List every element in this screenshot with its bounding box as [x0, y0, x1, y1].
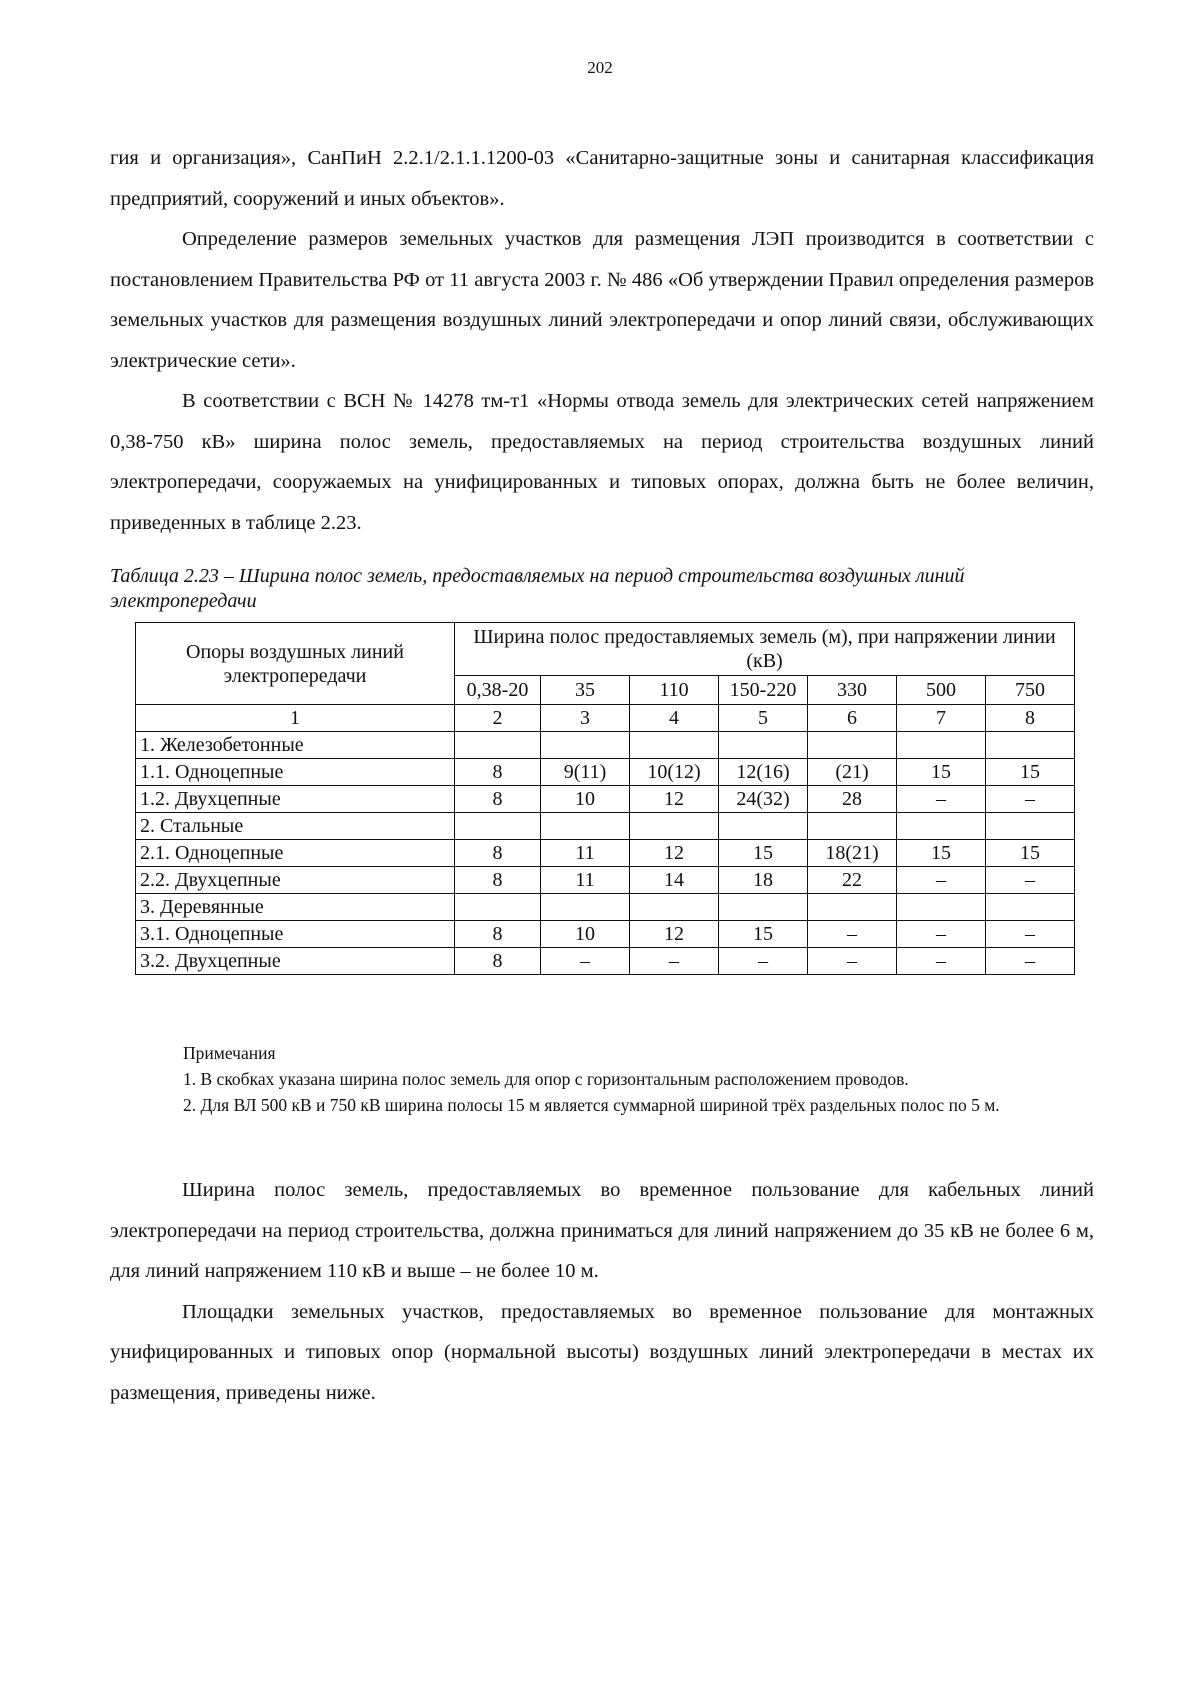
table-cell — [808, 813, 897, 840]
row-label: 3. Деревянные — [136, 894, 455, 921]
table-cell — [630, 813, 719, 840]
header-voltage: 750 — [986, 676, 1075, 705]
land-width-table — [135, 622, 1075, 975]
header-voltage: 330 — [808, 676, 897, 705]
table-row — [136, 948, 1075, 975]
table-cell: 8 — [455, 867, 541, 894]
table-cell: 12 — [630, 921, 719, 948]
table-column-numbers — [136, 705, 1075, 732]
table-cell: 18(21) — [808, 840, 897, 867]
paragraph: Ширина полос земель, предоставляемых во временное пользование для кабельных линий электропередачи на период строительства, должна приниматься для линий напряжением до 35 кВ не более 6 м, для линий напряжением 110 кВ и выше – не более 10 м. — [110, 1179, 1094, 1282]
table-cell: 10(12) — [630, 759, 719, 786]
table-row — [136, 867, 1075, 894]
header-voltage: 35 — [541, 676, 630, 705]
header-voltage: 500 — [897, 676, 986, 705]
header-supports: Опоры воздушных линий электропередачи — [136, 623, 455, 705]
row-label: 2.2. Двухцепные — [136, 867, 455, 894]
column-number: 3 — [541, 705, 630, 732]
table-cell: 12(16) — [719, 759, 808, 786]
table-cell — [630, 732, 719, 759]
table-cell: 14 — [630, 867, 719, 894]
table-cell — [897, 813, 986, 840]
row-label: 1.2. Двухцепные — [136, 786, 455, 813]
column-number: 5 — [719, 705, 808, 732]
table-cell: 11 — [541, 840, 630, 867]
table-cell: 15 — [986, 840, 1075, 867]
table-row — [136, 759, 1075, 786]
table-body — [136, 732, 1075, 975]
table-row — [136, 921, 1075, 948]
table-cell: – — [897, 948, 986, 975]
table-cell: 8 — [455, 840, 541, 867]
table-cell — [897, 732, 986, 759]
table-cell: – — [986, 948, 1075, 975]
table-row — [136, 813, 1075, 840]
paragraph: Определение размеров земельных участков для размещения ЛЭП производится в соответствии с постановлением Правительства РФ от 11 августа 2003 г. № 486 «Об утверждении Правил определения размеров земельных участков для размещения воздушных линий электропередачи и опор линий связи, обслуживающих электрические сети». — [110, 228, 1094, 372]
table-cell: – — [897, 867, 986, 894]
page-number: 202 — [587, 58, 613, 77]
table-cell — [455, 813, 541, 840]
table-cell: 15 — [719, 921, 808, 948]
table-cell: – — [986, 786, 1075, 813]
row-label: 2. Стальные — [136, 813, 455, 840]
paragraph: В соответствии с ВСН № 14278 тм-т1 «Нормы отвода земель для электрических сетей напряжением 0,38-750 кВ» ширина полос земель, предоставляемых на период строительства воздушных линий электропередачи, сооружаемых на унифицированных и типовых опорах, должна быть не более величин, приведенных в таблице 2.23. — [110, 390, 1094, 534]
column-number: 7 — [897, 705, 986, 732]
row-label: 3.2. Двухцепные — [136, 948, 455, 975]
table-header-row — [136, 623, 1075, 676]
header-voltage: 0,38-20 — [455, 676, 541, 705]
table-cell: 22 — [808, 867, 897, 894]
table-cell: – — [986, 867, 1075, 894]
body-text-bottom — [110, 1170, 1094, 1413]
table-cell: 8 — [455, 786, 541, 813]
table-row — [136, 786, 1075, 813]
header-voltage: 110 — [630, 676, 719, 705]
table-cell: – — [719, 948, 808, 975]
table-cell: 18 — [719, 867, 808, 894]
table-cell: 9(11) — [541, 759, 630, 786]
table-cell: 28 — [808, 786, 897, 813]
table-cell — [897, 894, 986, 921]
paragraph: Площадки земельных участков, предоставляемых во временное пользование для монтажных унифицированных и типовых опор (нормальной высоты) воздушных линий электропередачи в местах их размещения, приведены ниже. — [110, 1300, 1094, 1404]
paragraph: гия и организация», СанПиН 2.2.1/2.1.1.1200-03 «Санитарно-защитные зоны и санитарная классификация предприятий, сооружений и иных объектов». — [110, 147, 1094, 210]
column-number: 8 — [986, 705, 1075, 732]
table-cell — [986, 732, 1075, 759]
table-cell: 12 — [630, 786, 719, 813]
table-cell — [719, 813, 808, 840]
table-cell — [986, 894, 1075, 921]
note-item: 2. Для ВЛ 500 кВ и 750 кВ ширина полосы 15 м является суммарной шириной трёх раздельных полос по 5 м. — [183, 1095, 1000, 1115]
table-cell: (21) — [808, 759, 897, 786]
column-number: 4 — [630, 705, 719, 732]
column-number: 1 — [136, 705, 455, 732]
table-cell: 15 — [719, 840, 808, 867]
table-cell: 12 — [630, 840, 719, 867]
row-label: 2.1. Одноцепные — [136, 840, 455, 867]
table-row — [136, 894, 1075, 921]
table-cell — [719, 732, 808, 759]
table-cell: 15 — [897, 840, 986, 867]
table-cell: 15 — [986, 759, 1075, 786]
table-cell: – — [986, 921, 1075, 948]
header-voltage: 150-220 — [719, 676, 808, 705]
body-text-top — [110, 138, 1094, 543]
table-cell: 8 — [455, 921, 541, 948]
table-cell: 10 — [541, 921, 630, 948]
table-cell — [719, 894, 808, 921]
table-cell: 24(32) — [719, 786, 808, 813]
table-cell: – — [541, 948, 630, 975]
table-cell: 8 — [455, 948, 541, 975]
table-cell — [541, 813, 630, 840]
table-cell — [808, 894, 897, 921]
table-cell — [455, 894, 541, 921]
row-label: 3.1. Одноцепные — [136, 921, 455, 948]
table-notes — [110, 1040, 1100, 1118]
table-cell — [630, 894, 719, 921]
column-number: 6 — [808, 705, 897, 732]
table-cell: 11 — [541, 867, 630, 894]
note-item: 1. В скобках указана ширина полос земель для опор с горизонтальным расположением проводов. — [183, 1069, 909, 1089]
table-cell — [455, 732, 541, 759]
table-cell — [808, 732, 897, 759]
table-cell: 10 — [541, 786, 630, 813]
table-cell — [986, 813, 1075, 840]
table-cell: – — [630, 948, 719, 975]
table-cell: 15 — [897, 759, 986, 786]
table-cell — [541, 732, 630, 759]
notes-heading: Примечания — [183, 1043, 276, 1063]
table-cell: – — [808, 948, 897, 975]
table-row — [136, 840, 1075, 867]
table-cell: – — [897, 786, 986, 813]
row-label: 1.1. Одноцепные — [136, 759, 455, 786]
table-caption: Таблица 2.23 – Ширина полос земель, предоставляемых на период строительства воздушных линий электропередачи — [110, 565, 965, 612]
row-label: 1. Железобетонные — [136, 732, 455, 759]
table-cell: – — [808, 921, 897, 948]
table-row — [136, 732, 1075, 759]
header-width-group: Ширина полос предоставляемых земель (м), при напряжении линии (кВ) — [455, 623, 1075, 676]
table-cell: 8 — [455, 759, 541, 786]
table-cell: – — [897, 921, 986, 948]
table-cell — [541, 894, 630, 921]
column-number: 2 — [455, 705, 541, 732]
